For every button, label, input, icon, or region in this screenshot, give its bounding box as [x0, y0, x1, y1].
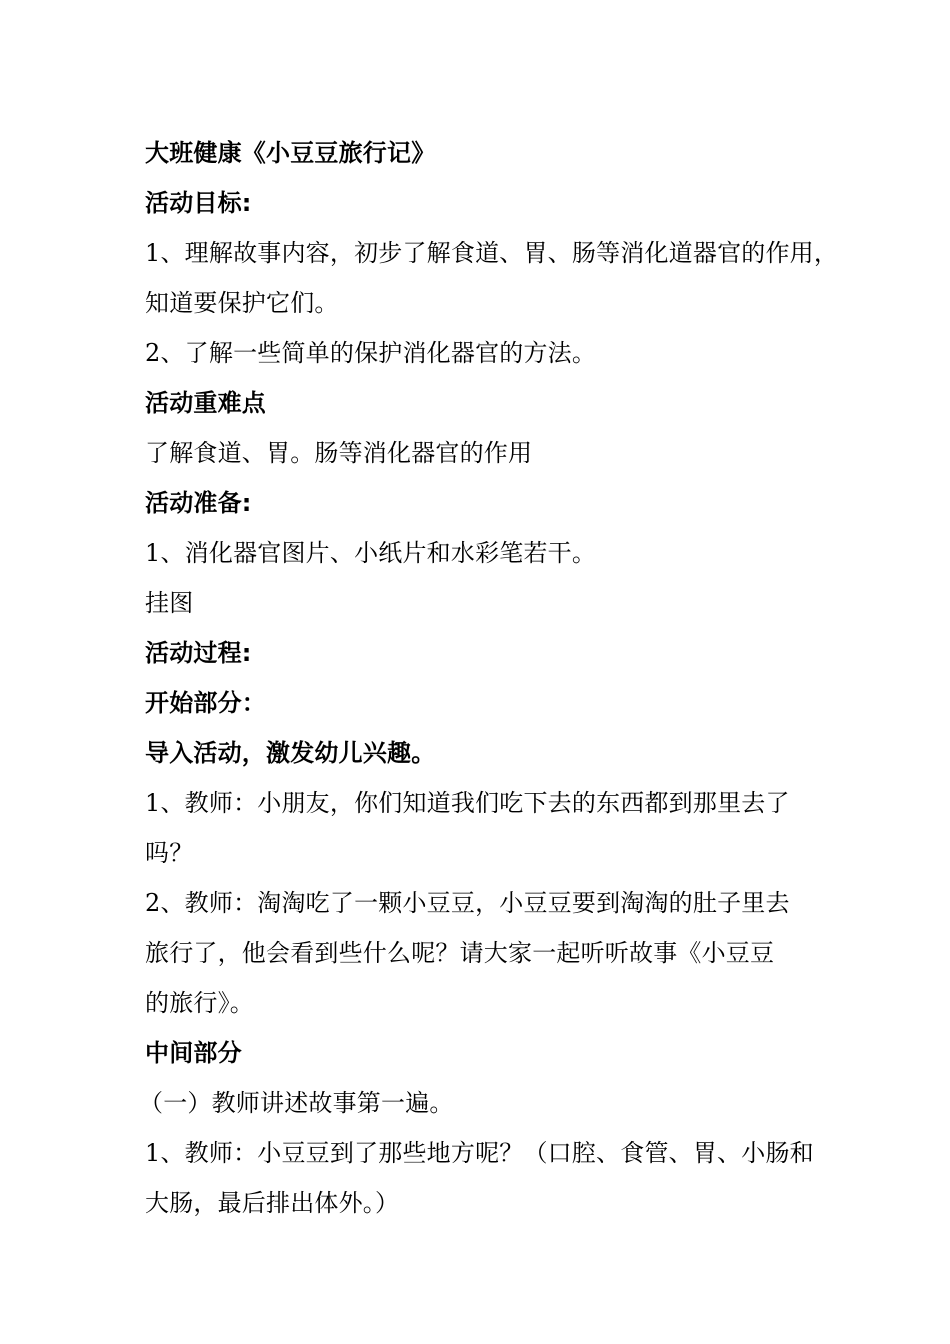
heading-process: 活动过程:: [145, 639, 252, 667]
start-1-line-1: 1、教师：小朋友，你们知道我们吃下去的东西都到那里去了: [145, 789, 790, 817]
middle-1-line-1: 1、教师：小豆豆到了那些地方呢？（口腔、食管、胃、小肠和: [145, 1139, 814, 1167]
middle-1-line-2: 大肠，最后排出体外。）: [145, 1189, 400, 1217]
document-title: 大班健康《小豆豆旅行记》: [145, 139, 436, 167]
document-body: [139, 128, 839, 1228]
goal-1-line-1: 1、理解故事内容，初步了解食道、胃、肠等消化道器官的作用，: [145, 239, 839, 267]
goal-2: 2、了解一些简单的保护消化器官的方法。: [145, 339, 597, 367]
key-points-text: 了解食道、胃。肠等消化器官的作用: [145, 439, 533, 467]
start-1-line-2: 吗？: [145, 839, 194, 867]
start-heading: 导入活动，激发幼儿兴趣。: [145, 739, 436, 767]
heading-start: 开始部分：: [145, 689, 266, 717]
preparation-1: 1、消化器官图片、小纸片和水彩笔若干。: [145, 539, 597, 567]
heading-goals: 活动目标:: [145, 189, 252, 217]
goal-1-line-2: 知道要保护它们。: [145, 289, 339, 317]
heading-key-points: 活动重难点: [145, 389, 266, 417]
heading-preparation: 活动准备:: [145, 489, 252, 517]
middle-step-1: （一）教师讲述故事第一遍。: [139, 1089, 454, 1117]
heading-middle: 中间部分: [145, 1039, 242, 1067]
start-2-line-2: 旅行了，他会看到些什么呢？请大家一起听听故事《小豆豆: [145, 939, 775, 967]
start-2-line-1: 2、教师：淘淘吃了一颗小豆豆，小豆豆要到淘淘的肚子里去: [145, 889, 790, 917]
start-2-line-3: 的旅行》。: [145, 989, 254, 1017]
preparation-2: 挂图: [145, 589, 194, 617]
